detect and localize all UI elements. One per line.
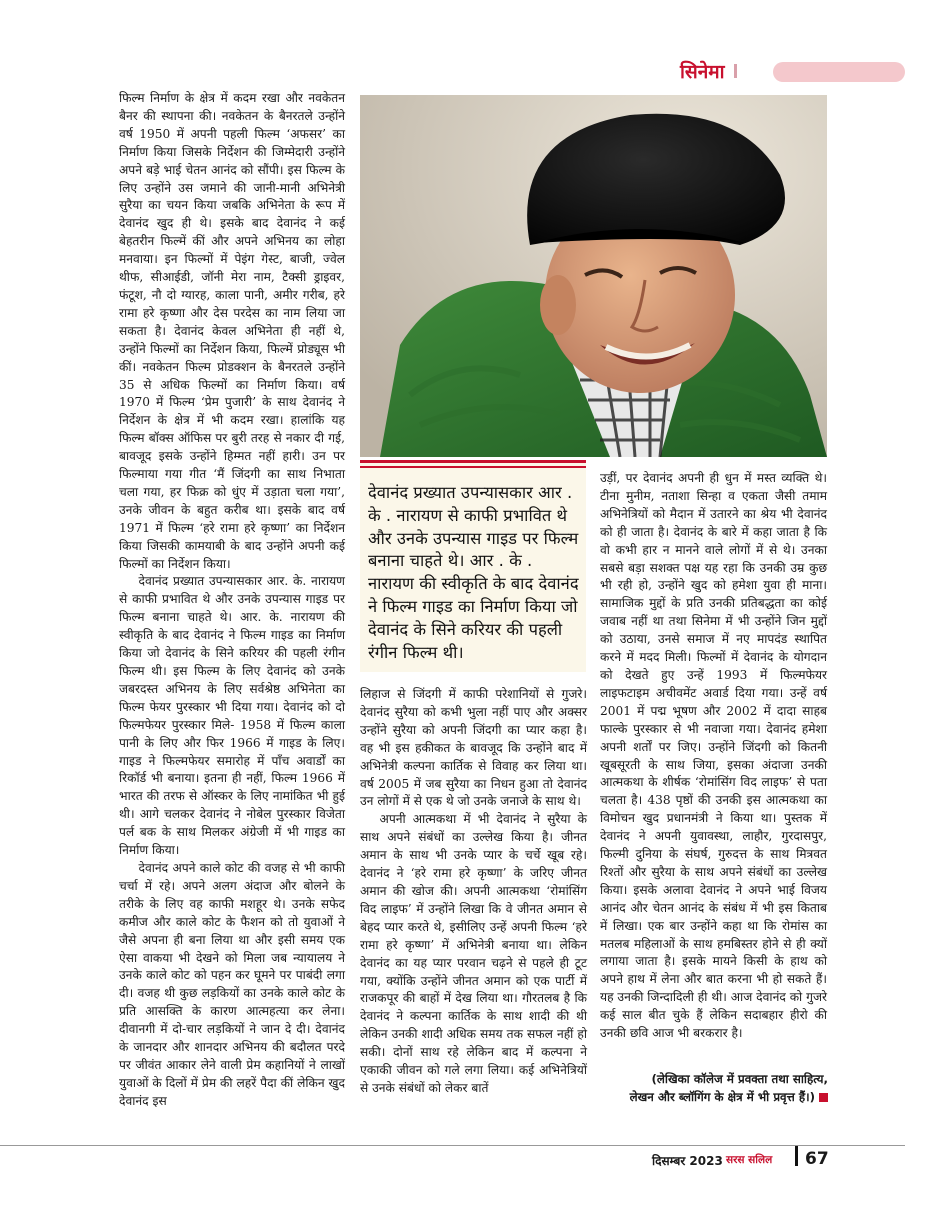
pull-quote-box [360, 460, 586, 672]
pull-quote-rule [360, 466, 586, 468]
section-pill-decoration [773, 62, 905, 82]
paragraph: लिहाज से जिंदगी में काफी परेशानियों से गुजरे। देवानंद सुरैया को कभी भुला नहीं पाए और अक्सर उन्होंने सुरैया को अपनी जिंदगी का प्यार कहा है। वह भी इस हकीकत के बावजूद कि उन्होंने बाद में अभिनेत्री कल्पना कार्तिक से विवाह कर लिया था। वर्ष 2005 में जब सुरैया का निधन हुआ तो देवानंद उन लोगों में से एक थे जो उनके जनाजे के साथ थे। [360, 687, 587, 809]
article-column-2 [360, 686, 587, 1098]
article-column-1 [119, 90, 345, 1111]
end-mark-icon [819, 1093, 828, 1102]
paragraph: अपनी आत्मकथा में भी देवानंद ने सुरैया के साथ अपने संबंधों का उल्लेख किया है। जीनत अमान के साथ भी उनके प्यार के चर्चे खूब रहे। देवानंद ने ‘हरे रामा हरे कृष्णा’ के जरिए जीनत अमान की खोज की। अपनी आत्मकथा ‘रोमांसिंग विद लाइफ’ में उन्होंने लिखा कि वे जीनत अमान से बेहद प्यार करते थे, इसीलिए उन्हें अपनी फिल्म ‘हरे रामा हरे कृष्णा’ में अभिनेत्री बनाया था। लेकिन देवानंद का यह प्यार परवान चढ़ने से पहले ही टूट गया, क्योंकि उन्होंने जीनत अमान को एक पार्टी में राजकपूर की बाहों में देख लिया था। गौरतलब है कि देवानंद ने कल्पना कार्तिक के साथ शादी की थी लेकिन उनकी शादी अधिक समय तक सफल नहीं हो सकी। दोनों साथ रहे लेकिन बाद में कल्पना ने एकाकी जीवन को गले लगा लिया। कई अभिनेत्रियों से उनके संबंधों को लेकर बातें [360, 812, 587, 1095]
section-label: सिनेमा [680, 61, 725, 83]
footer-rule [0, 1145, 905, 1146]
author-note-text: (लेखिका कॉलेज में प्रवक्ता तथा साहित्य, लेखन और ब्लॉगिंग के क्षेत्र में भी प्रवृत्त हैं।) [629, 1072, 828, 1105]
footer-date: दिसम्बर 2023 [652, 1154, 723, 1168]
paragraph: उड़ीं, पर देवानंद अपनी ही धुन में मस्त व्यक्ति थे। टीना मुनीम, नताशा सिन्हा व एकता जैसी तमाम अभिनेत्रियों को मैदान में उतारने का श्रेय भी देवानंद को ही जाता है। देवानंद के बारे में कहा जाता है कि वो कभी हार न मानने वाले लोगों में से थे। उनका सबसे बड़ा सशक्त पक्ष यह रहा कि उनकी उम्र कुछ भी रही हो, उन्होंने खुद को हमेशा युवा ही माना। सामाजिक मुद्दों के प्रति उनकी प्रतिबद्धता का कोई जवाब नहीं था तथा सिनेमा में भी उन्होंने जिन मुद्दों को उठाया, उनसे समाज में नए मापदंड स्थापित करने में मदद मिली। फिल्मों में देवानंद के योगदान को देखते हुए उन्हें 1993 में फिल्मफेयर लाइफटाइम अचीवमेंट अवार्ड दिया गया। उन्हें वर्ष 2001 में पद्म भूषण और 2002 में दादा साहब फाल्के पुरस्कार से भी नवाजा गया। देवानंद हमेशा अपनी शर्तों पर जिए। उन्होंने जिंदगी को कितनी खूबसूरती के साथ जिया, इसका अंदाजा उनकी आत्मकथा के शीर्षक ‘रोमांसिंग विद लाइफ’ से पता चलता है। 438 पृष्ठों की उनकी इस आत्मकथा का विमोचन खुद प्रधानमंत्री ने किया था। पुस्तक में देवानंद ने अपनी युवावस्था, लाहौर, गुरदासपुर, फिल्मी दुनिया के संघर्ष, गुरुदत्त के साथ मित्रवत रिश्तों और सुरैया के साथ अपने संबंधों का उल्लेख किया। इसके अलावा देवानंद ने अपने भाई विजय आनंद और चेतन आनंद के संबंध में भी इस किताब में लिखा। एक बार उन्होंने कहा था कि रोमांस का मतलब महिलाओं के साथ हमबिस्तर होने से ही क्यों लगाया जाता है। इसके मायने किसी के हाथ को अपने हाथ में लेना और बात करना भी हो सकते हैं। यह उनकी जिन्दादिली ही थी। आज देवानंद को गुजरे कई साल बीत चुके हैं लेकिन सदाबहार हीरो की उनकी छवि आज भी बरकरार है। [600, 471, 827, 1041]
pull-quote-text: देवानंद प्रख्यात उपन्यासकार आर . के . नारायण से काफी प्रभावित थे और उनके उपन्यास गाइड पर फिल्म बनाना चाहते थे। आर . के . नारायण की स्वीकृति के बाद देवानंद ने फिल्म गाइड का निर्माण किया जो देवानंद के सिने करियर की पहली रंगीन फिल्म थी। [368, 483, 579, 662]
article-column-3 [600, 470, 827, 1043]
paragraph: फिल्म निर्माण के क्षेत्र में कदम रखा और नवकेतन बैनर की स्थापना की। नवकेतन के बैनरतले उन्होंने वर्ष 1950 में अपनी पहली फिल्म ‘अफसर’ का निर्माण किया जिसके निर्देशन की जिम्मेदारी उन्होंने अपने बड़े भाई चेतन आनंद को सौंपी। इस फिल्म के लिए उन्होंने उस जमाने की जानी-मानी अभिनेत्री सुरैया का चयन किया जबकि अभिनेता के रूप में देवानंद खुद ही थे। इसके बाद देवानंद ने कई बेहतरीन फिल्में कीं और अपने अभिनय का लोहा मनवाया। इन फिल्मों में पेइंग गेस्ट, बाजी, ज्वेल थीफ, सीआईडी, जॉनी मेरा नाम, टैक्सी ड्राइवर, फंटूश, नौ दो ग्यारह, काला पानी, अमीर गरीब, हरे रामा हरे कृष्णा और देस परदेस का नाम लिया जा सकता है। देवानंद केवल अभिनेता ही नहीं थे, उन्होंने फिल्मों का निर्देशन किया, फिल्में प्रोड्यूस भी कीं। नवकेतन फिल्म प्रोडक्शन के बैनरतले उन्होंने 35 से अधिक फिल्मों का निर्माण किया। वर्ष 1970 में फिल्म ‘प्रेम पुजारी’ के साथ देवानंद ने निर्देशन के क्षेत्र में भी कदम रखा। हालांकि यह फिल्म बॉक्स ऑफिस पर बुरी तरह से नकार दी गई, बावजूद इसके उन्होंने हिम्मत नहीं हारी। उन पर फिल्माया गया गीत ‘मैं जिंदगी का साथ निभाता चला गया, हर फिक्र को धुंए में उड़ाता चला गया’, उनके जीवन के बहुत करीब था। इसके बाद वर्ष 1971 में फिल्म ‘हरे रामा हरे कृष्णा’ का निर्देशन किया जिसकी कामयाबी के बाद उन्होंने अपनी कई फिल्मों का निर्देशन किया। [119, 91, 345, 571]
pull-quote-rule [360, 460, 586, 463]
author-note [628, 1070, 828, 1106]
magazine-logo: सरस सलिल [726, 1154, 773, 1166]
page-number: 67 [805, 1149, 829, 1169]
paragraph: देवानंद अपने काले कोट की वजह से भी काफी चर्चा में रहे। अपने अलग अंदाज और बोलने के तरीके के लिए वह काफी मशहूर थे। उनके सफेद कमीज और काले कोट के फैशन को तो युवाओं ने जैसे अपना ही बना लिया था और इसी समय एक ऐसा वाकया भी देखने को मिला जब न्यायालय ने उनके काले कोट को पहन कर घूमने पर पाबंदी लगा दी। वजह थी कुछ लड़कियों का उनके काले कोट के प्रति आसक्ति के कारण आत्महत्या कर लेना। दीवानगी में दो-चार लड़कियों ने जान दे दी। देवानंद के जानदार और शानदार अभिनय की बदौलत परदे पर जीवंत आकार लेने वाली प्रेम कहानियों ने लाखों युवाओं के दिलों में प्रेम की लहरें पैदा कीं लेकिन खुद देवानंद इस [119, 860, 345, 1108]
section-divider [734, 64, 737, 78]
footer-divider [795, 1146, 798, 1166]
paragraph: देवानंद प्रख्यात उपन्यासकार आर. के. नारायण से काफी प्रभावित थे और उनके उपन्यास गाइड पर फिल्म बनाना चाहते थे। आर. के. नारायण की स्वीकृति के बाद देवानंद ने फिल्म गाइड का निर्माण किया जो देवानंद के सिने करियर की पहली रंगीन फिल्म थी। इस फिल्म के लिए देवानंद को उनके जबरदस्त अभिनय के लिए सर्वश्रेष्ठ अभिनेता का फिल्म फेयर पुरस्कार भी दिया गया। देवानंद को दो फिल्मफेयर पुरस्कार मिले- 1958 में फिल्म काला पानी के लिए और फिर 1966 में गाइड के लिए। गाइड ने फिल्मफेयर समारोह में पाँच अवार्डों का रिकॉर्ड भी बनाया। इतना ही नहीं, फिल्म 1966 में भारत की तरफ से ऑस्कर के लिए नामांकित भी हुई थी। आगे चलकर देवानंद ने नोबेल पुरस्कार विजेता पर्ल बक के साथ मिलकर अंग्रेजी में भी गाइड का निर्माण किया। [119, 574, 345, 858]
portrait-photo [360, 95, 827, 457]
